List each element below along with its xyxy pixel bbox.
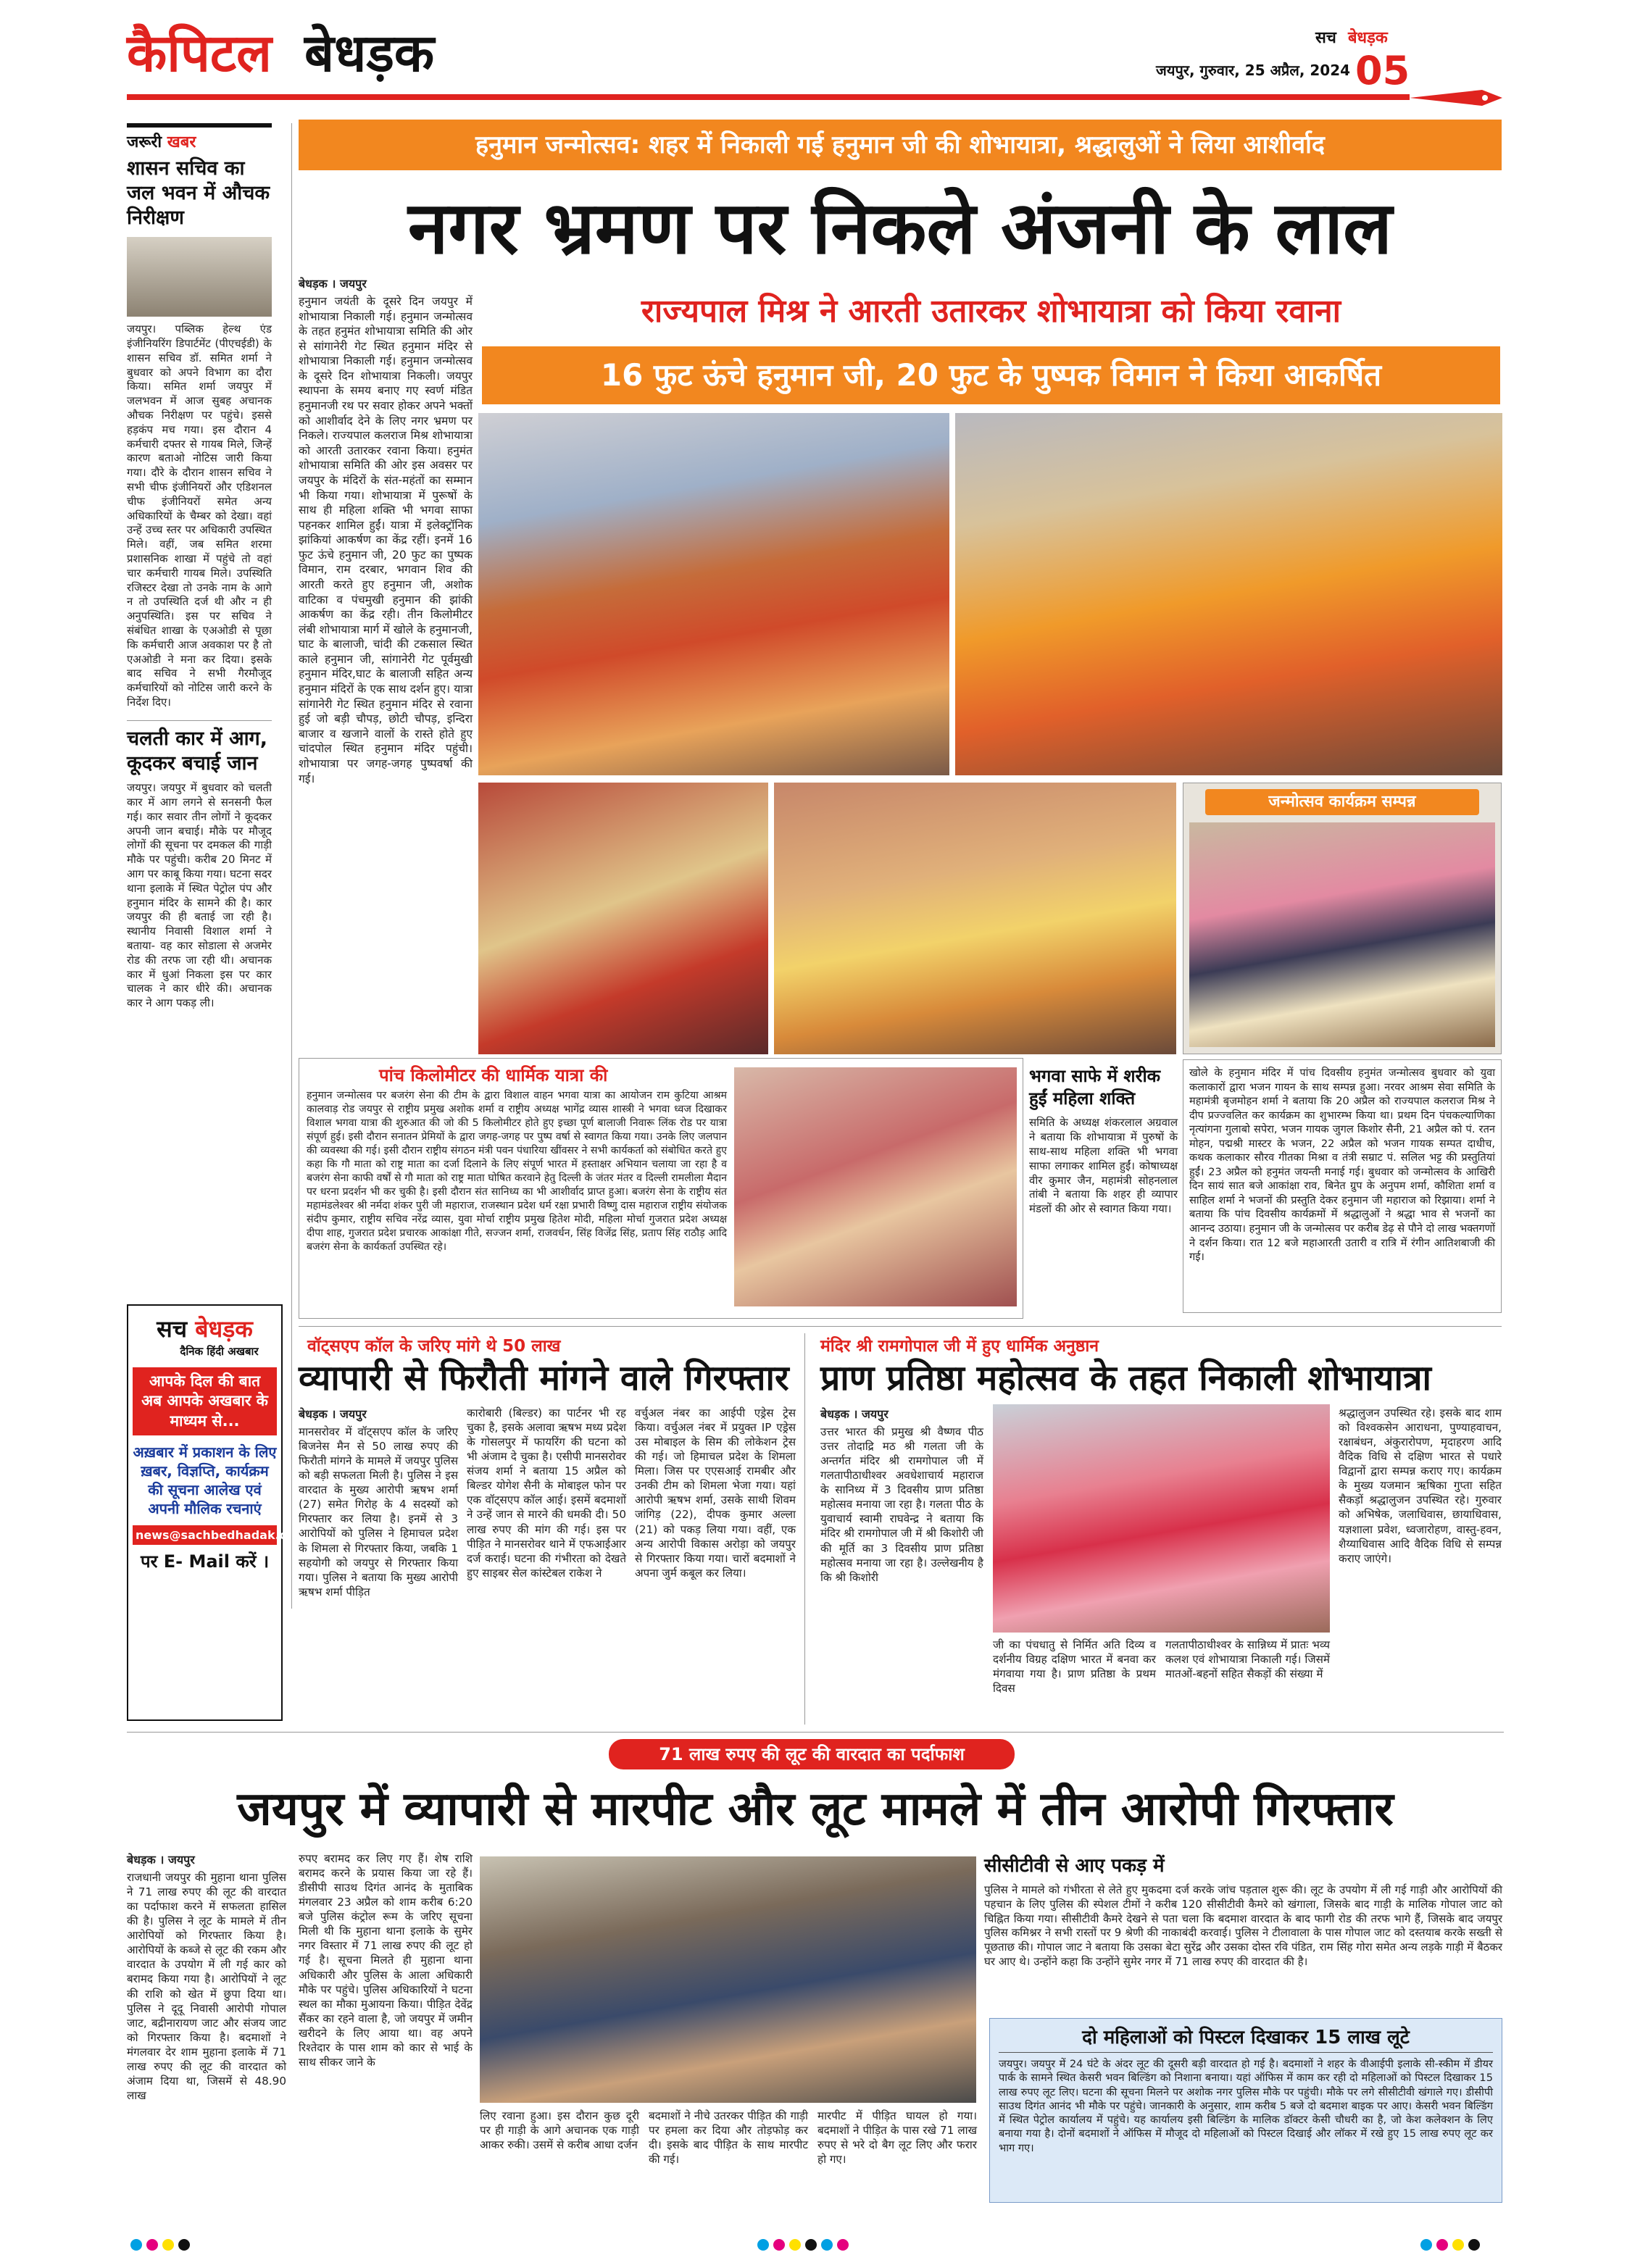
khole-body: खोले के हनुमान मंदिर में पांच दिवसीय हनुमंत जन्मोत्सव बुधवार को युवा कलाकारों द्वारा भजन गायन के साथ सम्पन्न हुआ। नरवर आश्रम सेवा समिति के महामंत्री बृजमोहन शर्मा ने बताया कि 20 अप्रैल को राज्यपाल कलराज मिश्र ने दीप प्रज्ज्वलित कर कार्यक्रम का शुभारम्भ किया था। प्रथम दिन पंचकल्याणिका नृत्यांगना गुलाबो सपेरा, भजन गायक जुगल किशोर सैनी, 21 अप्रैल को पं. रतन मोहन, पद्मश्री मास्टर के भजन, 22 अप्रैल को भजन गायक सम्पत दाधीच, कथक कलाकार सौरव गीतका मिश्रा व तंत्री सम्राट पं. सलिल भट्ट की प्रस्तुतियां हुईं। 23 अप्रैल को हनुमंत जयन्ती मनाई गई। बुधवार को जन्मोत्सव के आखिरी दिन सायं सात बजे आकांक्षा राव, बिनेत ग्रुप के अनुपम शर्मा, कौशिता शर्मा व साहिल शर्मा ने भजनों की प्रस्तुति देकर हनुमान जी महाराज को रिझाया। शर्मा ने बताया कि पांच दिवसीय कार्यक्रमों में श्रद्धालुओं ने श्रद्धा भाव से भजनों का आनन्द उठाया। हनुमान जी के जन्मोत्सव पर करीब डेढ़ से पौने दो लाख भक्तगणों ने दर्शन किया। रात 12 बजे महाआरती उतारी व रात्रि में रंगीन आतिशबाजी की गई। [1189, 1067, 1495, 1264]
pran-kicker: मंदिर श्री रामगोपाल जी में हुए धार्मिक अनुष्ठान [820, 1337, 1099, 1356]
extortion-slug: बेधड़क । जयपुर [299, 1407, 367, 1421]
extortion-story [299, 1333, 799, 1725]
loot-col2: रुपए बरामद कर लिए गए हैं। शेष राशि बरामद करने के प्रयास किया जा रहे हैं। डीसीपी साउथ दिगंत आनंद के मुताबिक मंगलवार 23 अप्रैल को शाम करीब 6:20 बजे पुलिस कंट्रोल रूम के जरिए सूचना मिली थी कि मुहाना थाना इलाके के सुमेर नगर विस्तार में 71 लाख रुपए की लूट हो गई है। सूचना मिलते ही मुहाना थाना अधिकारी और पुलिस के आला अधिकारी मौके पर पहुंचे। पुलिस अधिकारियों ने घटना स्थल का मौका मुआयना किया। पीड़ित देवेंद्र सैंकर का रहने वाला है, जो जयपुर में जमीन खरीदने के लिए आया था। वह अपने रिश्तेदार के पास शाम को कार से भाई के साथ सीकर जाने के [299, 1852, 473, 2069]
cctv-title: सीसीटीवी से आए पकड़ में [984, 1855, 1165, 1877]
ad-blue-text: अख़बार में प्रकाशन के लिए ख़बर, विज्ञप्ति, कार्यक्रम की सूचना आलेख एवं अपनी मौलिक रचनाएं [133, 1443, 277, 1517]
section-divider [127, 1732, 1504, 1733]
kalash-yatra-photo [993, 1404, 1330, 1633]
loot-caption2: बदमाशों ने नीचे उतरकर पीड़ित की गाड़ी पर हमला कर दिया और तोड़फोड़ कर दी। इसके बाद पीड़ित के साथ मारपीट की गई। [649, 2109, 808, 2167]
extortion-kicker: वॉट्सएप कॉल के जरिए मांगे थे 50 लाख [307, 1337, 561, 1356]
story1-body: जयपुर। पब्लिक हेल्थ एंड इंजीनियरिंग डिपार्टमेंट (पीएचईडी) के शासन सचिव डॉ. समित शर्मा ने बुधवार को अपने विभाग का दौरा किया। समित शर्मा जयपुर में जलभवन में आज सुबह अचानक औचक निरीक्षण पर पहुंचे। इससे हड़कंप मच गया। इस दौरान 4 कर्मचारी दफ्तर से गायब मिले, जिन्हें कारण बताओ नोटिस जारी किया गया। दौरे के दौरान शासन सचिव ने सभी चीफ इंजीनियरों और एडिशनल चीफ इंजीनियरों समेत अन्य अधिकारियों के चैम्बर को देखा। वहां उन्हें उच्च स्तर पर अधिकारी उपस्थित मिले। वहीं, जब समित शरमा प्रशासनिक शाखा में पहुंचे तो वहां चार कर्मचारी गायब मिले। उपस्थिति रजिस्टर देखा तो उनके नाम के आगे न तो उपस्थिति दर्ज थी और न ही अनुपस्थिति। इस पर सचिव ने संबंधित शाखा के एअओडी से पूछा कि कर्मचारी आज अवकाश पर है तो एअओडी ने मना कर दिया। इसके बाद सचिव ने सभी गैरमौजूद कर्मचारियों को नोटिस जारी करने के निर्देश दिए। [127, 322, 272, 709]
brand-part1: कैपिटल [127, 22, 272, 83]
ad-brand-bedhadak: बेधड़क [195, 1315, 253, 1343]
ad-brand-sach: सच [157, 1315, 188, 1343]
hanuman-statue-photo [478, 413, 949, 775]
loot-headline: जयपुर में व्यापारी से मारपीट और लूट मामले में तीन आरोपी गिरफ्तार [237, 1783, 1394, 1836]
printer-dots-left [130, 2239, 194, 2254]
loot-pill: 71 लाख रुपए की लूट की वारदात का पर्दाफाश [609, 1739, 1015, 1769]
panch-km-box [299, 1058, 1023, 1319]
dateline: जयपुर, गुरुवार, 25 अप्रैल, 2024 [1156, 62, 1351, 79]
governor-aarti-photo [478, 783, 768, 1054]
women-box-title: दो महिलाओं को पिस्टल दिखाकर 15 लाख लूटे [999, 2023, 1493, 2053]
loot-col1: राजधानी जयपुर की मुहाना थाना पुलिस ने 71 लाख रुपए की लूट की वारदात का पर्दाफाश करने में सफलता हासिल की है। पुलिस ने लूट के मामले में तीन आरोपियों को गिरफ्तार किया है। आरोपियों के कब्जे से लूट की रकम और वारदात के उपयोग में ली गई कार को बरामद किया गया है। आरोपियों ने लूट की राशि को खेत में छुपा दिया था। पुलिस ने दूदू निवासी आरोपी गोपाल जाट, बद्रीनारायण जाट और संजय जाट को गिरफ्तार किया है। बदमाशों ने मंगलवार देर शाम मुहाना इलाके में 71 लाख रुपए की लूट की वारदात को अंजाम दिया था, जिसमें से 48.90 लाख [127, 1871, 286, 2102]
bhagwa-title: भगवा साफे में शरीक हुईं महिला शक्ति [1029, 1066, 1161, 1109]
loot-slug: बेधड़क । जयपुर [127, 1853, 195, 1867]
left-column [127, 123, 272, 1283]
panch-body: हनुमान जन्मोत्सव पर बजरंग सेना की टीम के द्वारा विशाल वाहन भगवा यात्रा का आयोजन राम कुटिया आश्रम कालवाड़ रोड जयपुर से राष्ट्रीय प्रमुख अशोक शर्मा व राष्ट्रीय अध्यक्ष भागेंद्र व्यास शास्त्री ने भगवा ध्वज दिखाकर विशाल भगवा यात्रा की शुरुआत की जो की 5 किलोमीटर होते हुए इच्छा पूर्ण बालाजी निवारू लिंक रोड पर यात्रा संपूर्ण हुई। इसी दौरान सनातन प्रेमियों के द्वारा जगह-जगह पर पुष्प वर्षा से स्वागत किया गया। उनके लिए जलपान की व्यवस्था की गई। इसी दौरान राष्ट्रीय संगठन मंत्री पवन पंधारिया खींवसर ने सभी कार्यकर्ता को संबोधित करते हुए कहा कि गौ माता को राष्ट्र माता का दर्जा दिलाने के लिए संपूर्ण भारत में हस्ताक्षर अभियान चलाया जा रहा है व बजरंग सेना काफी वर्षों से गौ माता को राष्ट्र माता घोषित करवाने हेतु दिल्ली के जंतर मंतर व दिल्ली रामलीला मैदान पर धरना प्रदर्शन भी कर चुकी है। इसी दौरान संत सानिध्य का भी आशीर्वाद प्राप्त हुआ। बजरंग सेना के राष्ट्रीय संत महामंडलेश्वर श्री नर्मदा शंकर पुरी जी महाराज, राजस्थान प्रदेश धर्म रक्षा प्रभारी विष्णु दास महाराज राष्ट्रीय संयोजक संदीप कुमार, राष्ट्रीय सचिव नरेंद्र व्यास, युवा मोर्चा राष्ट्रीय प्रमुख हितेश मोदी, महिला मोर्चा गुजरात प्रदेश अध्यक्ष दीपा शाह, गुजरात प्रदेश प्रचारक आकांक्षा गीते, सज्जन शर्मा, राजवर्धन, सिंह विजेंद्र सिंह, प्रताप सिंह राठौड़ आदि बजरंग सेना के कार्यकर्ता उपस्थित रहे। [307, 1090, 727, 1254]
pushpak-viman-photo [774, 783, 1176, 1054]
lead-headline: नगर भ्रमण पर निकले अंजनी के लाल [408, 185, 1392, 270]
extortion-col2: कारोबारी (बिल्डर) का पार्टनर भी रह चुका है, इसके अलावा ऋषभ मध्य प्रदेश के गोसलपुर में फायरिंग की घटना को भी अंजाम दे चुका है। एसीपी मानसरोवर संजय शर्मा ने बताया 15 अप्रैल को बिल्डर योगेश सैनी के मोबाइल फोन पर एक वॉट्सएप कॉल आई। इसमें बदमाशों ने उन्हें जान से मारने की धमकी दी। 50 लाख रुपए की मांग की गई। इस पर पीड़ित ने मानसरोवर थाने में एफआईआर दर्ज कराई। घटना की गंभीरता को देखते हुए साइबर सेल कांस्टेबल राकेश ने [467, 1406, 626, 1580]
loot-caption3: मारपीट में पीड़ित घायल हो गया। बदमाशों ने पीड़ित के पास रखे 71 लाख रुपए से भरे दो बैग लूट लिए और फरार हो गए। [817, 2109, 977, 2167]
bhajan-singers-photo [1189, 822, 1495, 1047]
extortion-headline: व्यापारी से फिरौती मांगने वाले गिरफ्तार [299, 1358, 789, 1398]
pran-headline: प्राण प्रतिष्ठा महोत्सव के तहत निकाली शोभायात्रा [820, 1358, 1431, 1398]
lead-body: हनुमान जयंती के दूसरे दिन जयपुर में शोभायात्रा निकाली गई। हनुमान जन्मोत्सव के तहत हनुमंत शोभायात्रा समिति की ओर से सांगानेरी गेट स्थित हनुमान मंदिर से शोभायात्रा निकाली गई। हनुमान जन्मोत्सव के दूसरे दिन शोभायात्रा निकली। जयपुर स्थापना के समय बनाए गए स्वर्ण मंडित हनुमानजी रथ पर सवार होकर अपने भक्तों को आशीर्वाद देने के लिए नगर भ्रमण पर निकले। राज्यपाल कलराज मिश्र शोभायात्रा को आरती उतारकर रवाना किया। हनुमंत शोभायात्रा समिति की ओर इस अवसर पर जयपुर के मंदिरों के संत-महंतों का सम्मान भी किया गया। शोभायात्रा में पुरूषों के साथ ही महिला शक्ति भी भगवा साफा पहनकर शामिल हुईं। यात्रा में इलेक्ट्रॉनिक झांकियां आकर्षण का केंद्र रहीं। इनमें 16 फुट ऊंचे हनुमान जी, 20 फुट का पुष्पक विमान, राम दरबार, भगवान शिव की आरती करते हुए हनुमान जी, अशोक वाटिका व पंचमुखी हनुमान की झांकी आकर्षण का केंद्र रही। तीन किलोमीटर लंबी शोभायात्रा मार्ग में खोले के हनुमानजी, घाट के बालाजी, चांदी की टकसाल स्थित काले हनुमान जी, सांगानेरी गेट पूर्वमुखी हनुमान मंदिर,घाट के बालाजी सहित अन्य हनुमान मंदिरों के एक साथ दर्शन हुए। यात्रा सांगानेरी गेट स्थित हनुमान मंदिर से रवाना हुई जो बड़ी चौपड़, छोटी चौपड़, इन्दिरा बाजार व खजाने वालों के रास्ते होते हुए चांदपोल स्थित हनुमान मंदिर पहुंची। शोभायात्रा पर जगह-जगह पुष्पवर्षा की गई। [299, 295, 473, 785]
pran-col1: उत्तर भारत की प्रमुख श्री वैष्णव पीठ उत्तर तोदाद्रि मठ श्री गलता जी के अन्तर्गत मंदिर श्री रामगोपाल जी में गलतापीठाधीश्वर अवधेशाचार्य महाराज के सानिध्य में 3 दिवसीय प्राण प्रतिष्ठा महोत्सव मनाया जा रहा है। गलता पीठ के युवाचार्य स्वामी राघवेन्द्र ने बताया कि मंदिर श्री रामगोपाल जी में श्री किशोरी जी की मूर्ति का 3 दिवसीय प्राण प्रतिष्ठा महोत्सव मनाया जा रहा है। उल्लेखनीय है कि श्री किशोरी [820, 1425, 983, 1584]
bhagwa-body: समिति के अध्यक्ष शंकरलाल अग्रवाल ने बताया कि शोभायात्रा में पुरुषों के साथ-साथ महिला शक्ति भी भगवा साफा लगाकर शामिल हुईं। कोषाध्यक्ष वीर कुमार जैन, महामंत्री सोहनलाल तांबी ने बताया कि शहर ही व्यापार मंडलों की ओर से स्वागत किया गया। [1029, 1116, 1178, 1216]
arrested-accused-photo [480, 1856, 976, 2103]
printer-dots-right [1420, 2239, 1484, 2254]
panch-title: पांच किलोमीटर की धार्मिक यात्रा की [379, 1065, 608, 1085]
pen-nib-icon [1410, 86, 1504, 110]
masthead-rule [127, 94, 1410, 100]
ad-red-line: आपके दिल की बात अब आपके अखबार के माध्यम से... [133, 1367, 277, 1435]
corner-sach: सच [1315, 29, 1336, 47]
pran-col4: श्रद्धालुजन उपस्थित रहे। इसके बाद शाम को विश्वकसेन आराधना, पुण्याहवाचन, रक्षाबंधन, अंकुरारोपण, मृदाहरण आदि वैदिक विधि से दक्षिण भारत से पधारे विद्वानों द्वारा सम्पन्न कराए गए। कार्यक्रम के मुख्य यजमान ऋषिका गुप्ता सहित सैकड़ों श्रद्धालुजन उपस्थित रहे। गुरुवार को अभिषेक, जलाधिवास, छायाधिवास, यज्ञशाला प्रवेश, ध्वजारोहण, वास्तु-हवन, शैय्याधिवास आदि वैदिक विधि से सम्पन्न कराए जाएंगे। [1339, 1406, 1502, 1565]
ad-email-note: पर E- Mail करें । [140, 1551, 270, 1572]
brand-part2: बेधड़क [304, 22, 435, 83]
janmotsav-box [1183, 783, 1502, 1054]
pran-slug: बेधड़क । जयपुर [820, 1407, 889, 1421]
column-divider [804, 1333, 805, 1725]
bhagwa-box [1029, 1065, 1178, 1315]
story2-body: जयपुर। जयपुर में बुधवार को चलती कार में आग लगने से सनसनी फैल गई। कार सवार तीन लोगों ने कूदकर अपनी जान बचाई। मौके पर मौजूद लोगों की सूचना पर दमकल की गाड़ी मौके पर पहुंची। करीब 20 मिनट में आग पर काबू किया गया। घटना सदर थाना इलाके में स्थित पेट्रोल पंप और हनुमान मंदिर के सामने की है। कार जयपुर की ही बताई जा रही है। स्थानीय निवासी विशाल शर्मा ने बताया- वह कार सोडाला से अजमेर रोड की तरफ जा रही थी। अचानक कार में धुआं निकला इस पर कार चालक ने कार धीरे की। अचानक कार ने आग पकड़ ली। [127, 781, 272, 1010]
loot-col1-wrap [127, 1851, 286, 2103]
lead-body-column [299, 275, 473, 786]
lead-band: 16 फुट ऊंचे हनुमान जी, 20 फुट के पुष्पक विमान ने किया आकर्षित [482, 346, 1500, 404]
story1-title: शासन सचिव का जल भवन में औचक निरीक्षण [127, 157, 270, 229]
women-box-body: जयपुर। जयपुर में 24 घंटे के अंदर लूट की दूसरी बड़ी वारदात हो गई है। बदमाशों ने शहर के वीआईपी इलाके सी-स्कीम में डीयर पार्क के सामने स्थित केसरी भवन बिल्डिंग को निशाना बनाया। यहां ऑफिस में काम कर रही दो महिलाओं को पिस्टल दिखाकर 15 लाख रुपए लूट लिए। घटना की सूचना मिलने पर अशोक नगर पुलिस मौके पर पहुंची। मौके पर लगे सीसीटीवी खंगाले गए। डीसीपी साउथ दिगंत आनंद भी मौके पर पहुंचे। जानकारी के अनुसार, शाम करीब 5 बजे दो बदमाश बाइक पर आए। केसरी भवन बिल्डिंग में स्थित पेट्रोल कार्यालय में पहुंचे। यह कार्यालय इसी बिल्डिंग के मालिक डॉक्टर केसी चौधरी का है, जो केश कलेक्शन के लिए बनाया गया है। दोनों बदमाशों ने ऑफिस में मौजूद दो महिलाओं को पिस्टल दिखाई और लॉकर में रखे हुए 15 लाख रुपए लूट कर भाग गए। [999, 2058, 1494, 2154]
corner-bedhadak: बेधड़क [1348, 29, 1388, 47]
ad-subtitle: दैनिक हिंदी अखबार [180, 1345, 259, 1358]
section-divider [299, 1326, 1502, 1327]
procession-crowd-photo [955, 413, 1502, 775]
pran-pratishtha-story [812, 1333, 1504, 1725]
lead-slug: बेधड़क । जयपुर [299, 277, 367, 291]
masthead [127, 20, 1504, 93]
women-pistol-box [989, 2018, 1502, 2203]
office-photo [127, 237, 272, 317]
page-number: 05 [1355, 48, 1410, 93]
lead-kicker: हनुमान जन्मोत्सव: शहर में निकाली गई हनुमान जी की शोभायात्रा, श्रद्धालुओं ने लिया आशीर्वाद [299, 120, 1502, 170]
ad-email[interactable]: news@sachbedhadak.com [133, 1525, 277, 1545]
loot-caption1: लिए रवाना हुआ। इस दौरान कुछ दूरी पर ही गाड़ी के आगे अचानक एक गाड़ी आकर रुकी। उसमें से करीब आधा दर्जन [480, 2109, 639, 2152]
cctv-section [984, 1851, 1502, 1969]
pran-col3: गलतापीठाधीश्वर के सान्निध्य में प्रातः भव्य कलश एवं शोभायात्रा निकाली गई। जिसमें मातओं-बहनों सहित सैकड़ों की संख्या में [1165, 1638, 1330, 1681]
tag-zaroori: जरूरी खबर [127, 123, 272, 152]
janmotsav-label: जन्मोत्सव कार्यक्रम सम्पन्न [1205, 789, 1479, 815]
printer-dots-center [757, 2239, 853, 2254]
story2-title: चलती कार में आग, कूदकर बचाई जान [127, 727, 268, 775]
cctv-body: पुलिस ने मामले को गंभीरता से लेते हुए मुकदमा दर्ज करके जांच पड़ताल शुरू की। लूट के उपयोग में ली गई गाड़ी और आरोपियों की पहचान के लिए पुलिस की स्पेशल टीमों ने करीब 120 सीसीटीवी कैमरे को खंगाला, जिसके बाद गाड़ी के मालिक गोपाल जाट को चिह्नित किया गया। सीसीटीवी कैमरे देखने से पता चला कि बदमाश वारदात के बाद फागी रोड की तरफ भागे हैं, जिसके बाद जयपुर पुलिस कमिश्नर ने सभी रास्तों पर 9 श्रेणी की नाकाबंदी करवाई। पुलिस ने टीलावाला के पास गोपाल जाट को दस्तयाब करके सख्ती से पूछताछ की। गोपाल जाट ने बताया कि उसका बेटा सुरेंद्र और उसका दोस्त रवि पंडित, राम सिंह गोरा समेत अन्य लड़के गाड़ी में बैठकर घर आए थे। उन्होंने कहा कि उन्होंने सुमेर नगर में 71 लाख रुपए की वारदात की है। [984, 1883, 1502, 1968]
column-divider [291, 123, 292, 1609]
lead-subhead: राज्यपाल मिश्र ने आरती उतारकर शोभायात्रा को किया रवाना [641, 293, 1341, 330]
khole-hanuman-box [1183, 1059, 1502, 1313]
temple-palanquin-photo [734, 1067, 1017, 1306]
extortion-col3: वर्चुअल नंबर का आईपी एड्रेस ट्रेस किया। वर्चुअल नंबर में प्रयुक्त IP एड्रेस उस मोबाइल के सिम की लोकेशन ट्रेस की गई। जो हिमाचल प्रदेश के शिमला मिला। जिस पर एएसआई रामबीर और उनकी टीम को शिमला भेजा गया। यहां आरोपी ऋषभ शर्मा, उसके साथी शिवम जांगिड़ (22), दीपक कुमार अल्ला (21) को पकड़ लिया गया। वहीं, एक अन्य आरोपी विकास अरोड़ा को जयपुर से गिरफ्तार किया गया। चारों बदमाशों ने अपना जुर्म कबूल कर लिया। [635, 1406, 796, 1580]
extortion-col1: मानसरोवर में वॉट्सएप कॉल के जरिए बिजनेस मैन से 50 लाख रुपए की फिरौती मांगने के मामले में जयपुर पुलिस को बड़ी सफलता मिली है। पुलिस ने इस वारदात के मुख्य आरोपी ऋषभ शर्मा (27) समेत गिरोह के 4 सदस्यों को गिरफ्तार कर लिया है। इनमें से 3 आरोपियों को पुलिस ने हिमाचल प्रदेश के शिमला से गिरफ्तार किया, जबकि 1 सहयोगी को जयपुर से गिरफ्तार किया गया। पुलिस ने बताया कि मुख्य आरोपी ऋषभ शर्मा पीड़ित [299, 1425, 458, 1598]
pran-col2: जी का पंचधातु से निर्मित अति दिव्य व दर्शनीय विग्रह दक्षिण भारत में बनवा कर मंगवाया गया है। प्राण प्रतिष्ठा के प्रथम दिवस [993, 1638, 1156, 1696]
sach-bedhadak-ad [127, 1304, 307, 1721]
